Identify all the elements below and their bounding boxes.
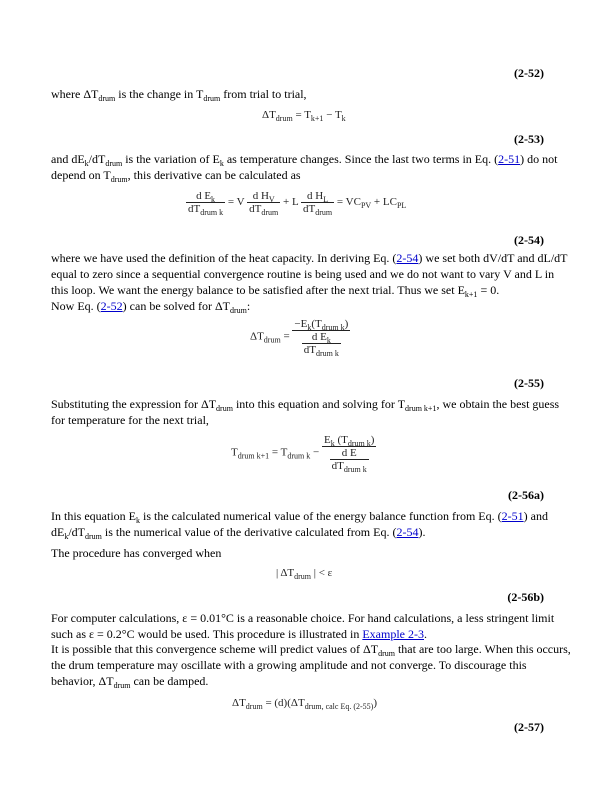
equation-2-54: $\Delta T_{drum}$ = $\frac{-E_k(T_{drum k})}{\frac{d E_k}{dT_{drum k}}}$	[250, 318, 349, 358]
equation-number: (2-56a)	[508, 488, 544, 502]
paragraph-substitute: Substituting the expression for $\Delta T_{drum}$ into this equation and solving for $T_{drum k+1}$, we obtain the best guess for temperature for the next trial,	[51, 397, 560, 427]
paragraph-derivative: and $dE_k/dT_{drum}$ is the variation of $E_k$ as temperature changes. Since the last two terms in Eq. (2-51) do not depend on $T_{drum}$, this derivative can be calculated as	[51, 152, 558, 184]
equation-2-52: $\Delta T_{drum} = T_{k+1} - T_k$	[262, 109, 346, 123]
link-example-2-3[interactable]: Example 2-3	[362, 627, 424, 641]
paragraph-damping: It is possible that this convergence scheme will predict values of $\Delta T_{drum}$ that are too large. When this occurs, the drum temperature may oscillate with a growing amplitude and not converge. To discourage this behavior, $\Delta T_{drum}$ can be damped.	[51, 642, 571, 690]
equation-number: (2-56b)	[507, 590, 544, 604]
paragraph-computer-calc: For computer calculations, ε = 0.01°C is a reasonable choice. For hand calculations, a less stringent limit such as ε = 0.2°C would be used. This procedure is illustrated in Example 2-3.	[51, 611, 555, 641]
link-eq-2-54-b[interactable]: 2-54	[396, 525, 419, 539]
paragraph-delta-definition: where $\Delta T_{drum}$ is the change in $T_{drum}$ from trial to trial,	[51, 87, 307, 103]
equation-2-53: $\frac{d E_k}{dT_{drum k}}$ = V $\frac{d H_V}{dT_{drum}}$ + L $\frac{d H_L}{dT_{drum}}$ = $VC_{PV} + LC_{PL}$	[188, 190, 407, 217]
equation-2-56a: | $\Delta T_{drum}$ | < ε	[276, 567, 333, 581]
equation-number: (2-57)	[514, 720, 544, 734]
paragraph-converged: The procedure has converged when	[51, 546, 222, 560]
equation-2-56b: $\Delta T_{drum} = (d)(\Delta T_{drum, calc Eq. (2-55)})$	[232, 697, 377, 711]
link-eq-2-54[interactable]: 2-54	[396, 251, 419, 265]
paragraph-numerical-value: In this equation $E_k$ is the calculated numerical value of the energy balance function from Eq. (2-51) and $dE_k/dT_{drum}$ is the numerical value of the derivative calculated from Eq. (2-54).	[51, 509, 548, 541]
paragraph-heat-capacity: where we have used the definition of the heat capacity. In deriving Eq. (2-54) we set both dV/dT and dL/dT equal to zero since a sequential convergence routine is being used and we do not want to vary V and L in this loop. We want the energy balance to be satisfied after the next trial. Thus we set $E_{k+1} = 0$.	[51, 251, 568, 299]
paragraph-solve: Now Eq. (2-52) can be solved for $\Delta T_{drum}$:	[51, 299, 251, 315]
equation-number: (2-55)	[514, 376, 544, 390]
link-eq-2-52[interactable]: 2-52	[100, 299, 123, 313]
equation-2-55: $T_{drum k+1} = T_{drum k}$ − $\frac{E_k (T_{drum k})}{\frac{\text{d E}}{dT_{drum k}}}$	[231, 434, 375, 474]
equation-number: (2-54)	[514, 233, 544, 247]
equation-number: (2-53)	[514, 132, 544, 146]
link-eq-2-51[interactable]: 2-51	[498, 152, 521, 166]
equation-number: (2-52)	[514, 66, 544, 80]
link-eq-2-51-b[interactable]: 2-51	[501, 509, 524, 523]
